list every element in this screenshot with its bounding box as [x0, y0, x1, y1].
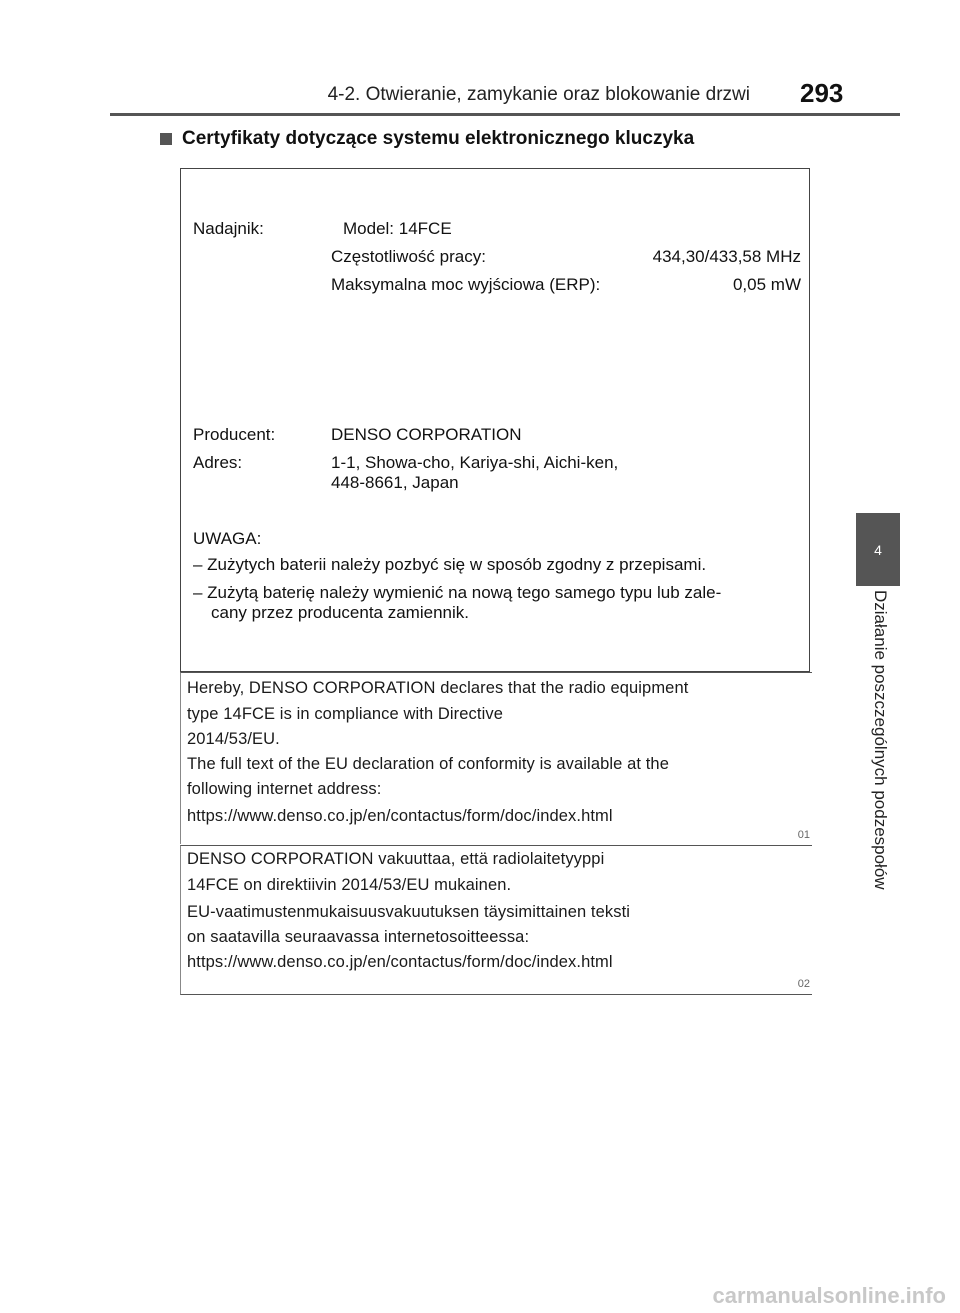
declaration-en-line: Hereby, DENSO CORPORATION declares that the radio equipment — [187, 679, 689, 697]
transmitter-model: Model: 14FCE — [343, 219, 452, 238]
page-number: 293 — [800, 78, 844, 108]
section-heading — [160, 128, 694, 150]
declaration-fi-line: DENSO CORPORATION vakuuttaa, että radiolaitetyyppi — [187, 850, 605, 868]
power-label: Maksymalna moc wyjściowa (ERP): — [331, 275, 601, 294]
chapter-tab — [856, 513, 900, 586]
declaration-fi-line: on saatavilla seuraavassa internetosoitteessa: — [187, 928, 530, 946]
warning-item-1: – Zużytych baterii należy pozbyć się w sposób zgodny z przepisami. — [193, 555, 707, 574]
declaration-en-line: type 14FCE is in compliance with Directive — [187, 705, 503, 723]
address-line-2: 448-8661, Japan — [331, 473, 459, 492]
frequency-label: Częstotliwość pracy: — [331, 247, 486, 266]
warning-title: UWAGA: — [193, 529, 262, 548]
declaration-en-line: 2014/53/EU. — [187, 730, 280, 748]
certificate-box — [180, 168, 810, 672]
warning-item-2-line-1: – Zużytą baterię należy wymienić na nową tego samego typu lub zale- — [193, 583, 722, 602]
declaration-en-url: https://www.denso.co.jp/en/contactus/form/doc/index.html — [187, 807, 613, 825]
declaration-fi-line: EU-vaatimustenmukaisuusvakuutuksen täysimittainen teksti — [187, 903, 631, 921]
declaration-fi-box — [180, 845, 812, 995]
chapter-label: Działanie poszczególnych podzespołów — [871, 590, 890, 890]
section-heading-text: Certyfikaty dotyczące systemu elektronicznego kluczyka — [182, 128, 695, 149]
declaration-en-box — [180, 672, 812, 844]
declaration-en-line: following internet address: — [187, 780, 382, 798]
declaration-en-line: The full text of the EU declaration of conformity is available at the — [187, 755, 669, 773]
address-label: Adres: — [193, 453, 243, 472]
square-bullet-icon — [160, 133, 172, 145]
watermark: carmanualsonline.info — [712, 1283, 946, 1308]
power-value: 0,05 mW — [732, 275, 801, 294]
header-rule — [110, 113, 900, 116]
manufacturer-label: Producent: — [193, 425, 276, 444]
frequency-value: 434,30/433,58 MHz — [652, 247, 801, 266]
manufacturer-value: DENSO CORPORATION — [331, 425, 522, 444]
declaration-fi-line: 14FCE on direktiivin 2014/53/EU mukainen. — [187, 876, 512, 894]
warning-item-2-line-2: cany przez producenta zamiennik. — [211, 603, 469, 622]
scan-code: 02 — [797, 978, 810, 990]
scan-code: 01 — [797, 829, 810, 841]
declaration-fi-url: https://www.denso.co.jp/en/contactus/form/doc/index.html — [187, 953, 613, 971]
transmitter-label: Nadajnik: — [193, 219, 264, 238]
address-line-1: 1-1, Showa-cho, Kariya-shi, Aichi-ken, — [331, 453, 619, 472]
chapter-number: 4 — [874, 541, 882, 558]
page-header-title: 4-2. Otwieranie, zamykanie oraz blokowanie drzwi — [327, 84, 750, 105]
